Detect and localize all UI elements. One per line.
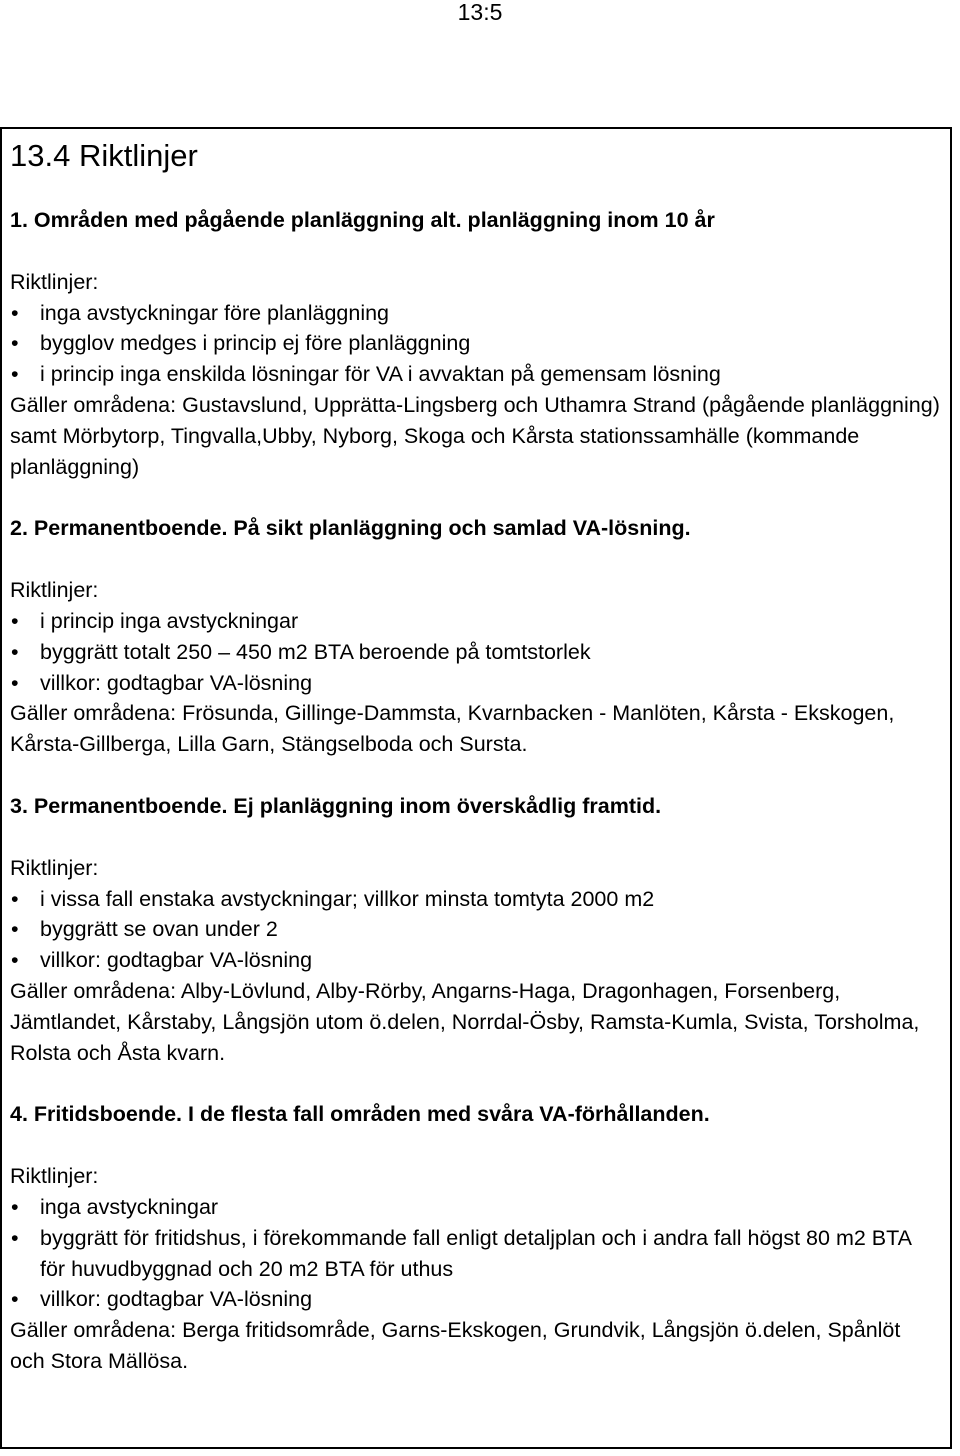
list-item [10,1192,940,1223]
list-item [10,606,940,637]
bullet-icon: • [11,362,19,387]
areas-label: Gäller områdena: [10,392,177,417]
list-item [10,945,940,976]
guideline-list [10,298,940,390]
list-item-text: byggrätt för fritidshus, i förekommande fall enligt detaljplan och i andra fall högst 80 m2 BTA för huvudbyggnad och 20 m2 BTA för uthus [40,1225,911,1281]
list-item-text: villkor: godtagbar VA-lösning [40,670,313,695]
bullet-icon: • [11,639,19,664]
list-item [10,328,940,359]
areas-text: Gustavslund, Upprätta-Lingsberg och Uthamra Strand (pågående planläggning) samt Mörbytorp, Tingvalla,Ubby, Nyborg, Skoga och Kårsta stationssamhälle (kommande planläggning) [10,392,940,479]
page-number: 13:5 [457,0,503,25]
list-item [10,359,940,390]
riktlinjer-label: Riktlinjer: [10,855,99,880]
section-2 [10,513,940,760]
areas-paragraph [10,698,940,760]
riktlinjer-label: Riktlinjer: [10,269,99,294]
section-heading: 4. Fritidsboende. I de flesta fall områden med svåra VA-förhållanden. [10,1102,710,1127]
list-item-text: byggrätt se ovan under 2 [40,917,278,942]
list-item [10,668,940,699]
section-1 [10,205,940,482]
bullet-icon: • [11,670,19,695]
bullet-icon: • [11,948,19,973]
list-item [10,637,940,668]
list-item-text: inga avstyckningar [40,1194,219,1219]
bullet-icon: • [11,886,19,911]
bullet-icon: • [11,917,19,942]
bullet-icon: • [11,1287,19,1312]
areas-text: Berga fritidsområde, Garns-Ekskogen, Grundvik, Långsjön ö.delen, Spånlöt och Stora Mällösa. [10,1318,901,1373]
guideline-list [10,606,940,698]
list-item-text: villkor: godtagbar VA-lösning [40,948,313,973]
areas-label: Gäller områdena: [10,701,177,726]
list-item-text: villkor: godtagbar VA-lösning [40,1287,313,1312]
list-item-text: i vissa fall enstaka avstyckningar; villkor minsta tomtyta 2000 m2 [40,886,655,911]
list-item-text: i princip inga enskilda lösningar för VA i avvaktan på gemensam lösning [40,362,721,387]
list-item [10,914,940,945]
list-item-text: byggrätt totalt 250 – 450 m2 BTA beroende på tomtstorlek [40,639,591,664]
list-item [10,298,940,329]
list-item [10,1223,940,1285]
riktlinjer-label: Riktlinjer: [10,1164,99,1189]
section-heading: 2. Permanentboende. På sikt planläggning och samlad VA-lösning. [10,516,691,541]
areas-label: Gäller områdena: [10,1318,177,1343]
areas-text: Frösunda, Gillinge-Dammsta, Kvarnbacken - Manlöten, Kårsta - Ekskogen, Kårsta-Gillberga, Lilla Garn, Stängselboda och Sursta. [10,701,895,757]
document-title: 13.4 Riktlinjer [10,138,198,173]
areas-label: Gäller områdena: [10,978,177,1003]
section-3 [10,791,940,1068]
areas-paragraph [10,976,940,1068]
section-4 [10,1099,940,1376]
section-heading: 3. Permanentboende. Ej planläggning inom överskådlig framtid. [10,793,662,818]
riktlinjer-label: Riktlinjer: [10,578,99,603]
bullet-icon: • [11,300,19,325]
areas-paragraph [10,1315,940,1377]
guideline-list [10,1192,940,1315]
bullet-icon: • [11,1194,19,1219]
document-content [10,137,940,1377]
list-item-text: bygglov medges i princip ej före planläggning [40,331,471,356]
guideline-list [10,884,940,976]
bullet-icon: • [11,608,19,633]
list-item-text: i princip inga avstyckningar [40,608,299,633]
list-item [10,1284,940,1315]
list-item [10,884,940,915]
bullet-icon: • [11,331,19,356]
section-heading: 1. Områden med pågående planläggning alt. planläggning inom 10 år [10,208,715,232]
areas-paragraph [10,390,940,482]
areas-text: Alby-Lövlund, Alby-Rörby, Angarns-Haga, Dragonhagen, Forsenberg, Jämtlandet, Kårstaby, Långsjön utom ö.delen, Norrdal-Ösby, Ramsta-Kumla, Svista, Torsholma, Rolsta och Åsta kvarn. [10,978,920,1065]
bullet-icon: • [11,1225,19,1250]
list-item-text: inga avstyckningar före planläggning [40,300,390,325]
